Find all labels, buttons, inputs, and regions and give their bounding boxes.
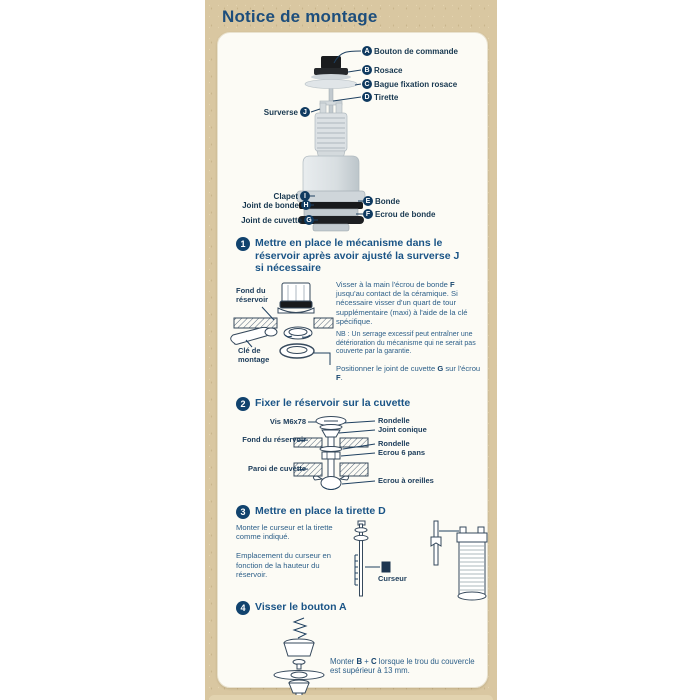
step1-number-badge: 1 (236, 237, 250, 251)
next-card-edge (209, 695, 493, 700)
step1-title: Mettre en place le mécanisme dans le réservoir après avoir ajusté la surverse J si nécessaire (255, 237, 460, 274)
label-rondelle-2: Rondelle (378, 439, 410, 448)
label-paroi-de-cuvette: Paroi de cuvette (248, 464, 306, 473)
label-text: Ecrou de bonde (375, 209, 436, 219)
step3-number-badge: 3 (236, 505, 250, 519)
label-text: Bonde (375, 196, 400, 206)
label-joint-de-bonde (218, 200, 311, 210)
letter-badge-C: C (362, 79, 372, 89)
label-ecrou-6-pans: Ecrou 6 pans (378, 448, 426, 457)
step1-heading (236, 237, 469, 275)
step4-title: Visser le bouton A (255, 601, 347, 613)
letter-badge-G: G (304, 215, 314, 225)
label-ecrou-a-oreilles: Ecrou à oreilles (378, 476, 434, 485)
instructions-panel (217, 32, 488, 688)
label-text: Bague fixation rosace (374, 79, 458, 89)
instruction-card (205, 0, 497, 700)
text-run: Monter (330, 657, 357, 666)
step3-paragraph-2: Emplacement du curseur en fonction de la hauteur du réservoir. (236, 551, 331, 579)
step3-paragraph-1: Monter le curseur et la tirette comme indiqué. (236, 523, 333, 542)
letter-badge-J: J (300, 107, 310, 117)
label-bague-fixation (362, 79, 457, 89)
step1-paragraph-1 (336, 280, 484, 326)
step4-figure (258, 617, 338, 700)
step1-nb-note: NB : Un serrage excessif peut entraîner une détérioration du mécanisme qui ne serait pas couverte par la garantie. (336, 331, 476, 356)
step4-text (330, 657, 484, 675)
letter-badge-A: A (362, 46, 372, 56)
letter-badge-H: H (301, 200, 311, 210)
text-run: Positionner le joint de cuvette (336, 363, 438, 373)
label-ecrou-de-bonde (363, 209, 435, 219)
step4-heading (236, 601, 469, 615)
label-surverse (256, 107, 310, 117)
text-run: Visser à la main l'écrou de bonde (336, 280, 451, 289)
text-run: sur l'écrou (443, 363, 481, 373)
label-bouton-de-commande (362, 46, 458, 56)
bold-letter-F: F (336, 373, 341, 382)
bold-letter-B: B (356, 657, 363, 666)
step2-number-badge: 2 (236, 397, 250, 411)
valve-figure (218, 43, 489, 243)
text-run: jusqu'au contact de la céramique. Si nécessaire visser d'un quart de tour supplémentaire (maxi) à l'aide de la clé spécifique. (336, 289, 468, 326)
label-cle-de-montage: Clé de montage (238, 346, 270, 364)
letter-badge-F: F (363, 209, 373, 219)
label-fond-du-reservoir: Fond du réservoir (236, 286, 269, 304)
bold-letter-C: C (370, 657, 377, 666)
label-text: Bouton de commande (374, 46, 459, 56)
label-text: Surverse (263, 107, 298, 117)
step3-title: Mettre en place la tirette D (255, 505, 386, 517)
label-joint-conique: Joint conique (378, 425, 427, 434)
label-bonde (363, 196, 400, 206)
label-vis-m6x78: Vis M6x78 (269, 417, 306, 426)
label-curseur: Curseur (378, 574, 407, 583)
page-title: Notice de montage (222, 7, 378, 26)
label-text: Joint de bonde (242, 200, 299, 210)
step3-heading (236, 505, 469, 519)
label-text: Tirette (374, 92, 399, 102)
label-text: Joint de cuvette (241, 215, 302, 225)
step3-figure (348, 519, 489, 607)
valve-illustration (218, 43, 489, 243)
label-fond-du-reservoir-2: Fond du réservoir (242, 435, 306, 444)
bold-letter-G: G (437, 363, 444, 373)
label-joint-de-cuvette (218, 215, 314, 225)
step1-paragraph-2 (336, 364, 484, 382)
bold-letter-F: F (450, 280, 455, 289)
step4-illustration (258, 617, 338, 700)
label-rondelle-1: Rondelle (378, 416, 410, 425)
step2-heading (236, 397, 469, 411)
step1-figure (222, 281, 336, 386)
label-text: Rosace (374, 65, 403, 75)
step2-title: Fixer le réservoir sur la cuvette (255, 397, 411, 409)
text-run: + (362, 657, 371, 666)
step3-illustration (348, 519, 489, 607)
letter-badge-E: E (363, 196, 373, 206)
text-run: lorsque le trou du couvercle est supérieur à 13 mm. (330, 657, 475, 676)
letter-badge-I: I (300, 191, 310, 201)
step3-text-column (236, 523, 350, 579)
label-rosace (362, 65, 402, 75)
label-text: Clapet (273, 191, 298, 201)
label-tirette (362, 92, 398, 102)
step1-text-column (336, 280, 484, 382)
letter-badge-B: B (362, 65, 372, 75)
letter-badge-D: D (362, 92, 372, 102)
step4-number-badge: 4 (236, 601, 250, 615)
text-run: . (340, 373, 343, 382)
step2-figure (218, 413, 489, 495)
